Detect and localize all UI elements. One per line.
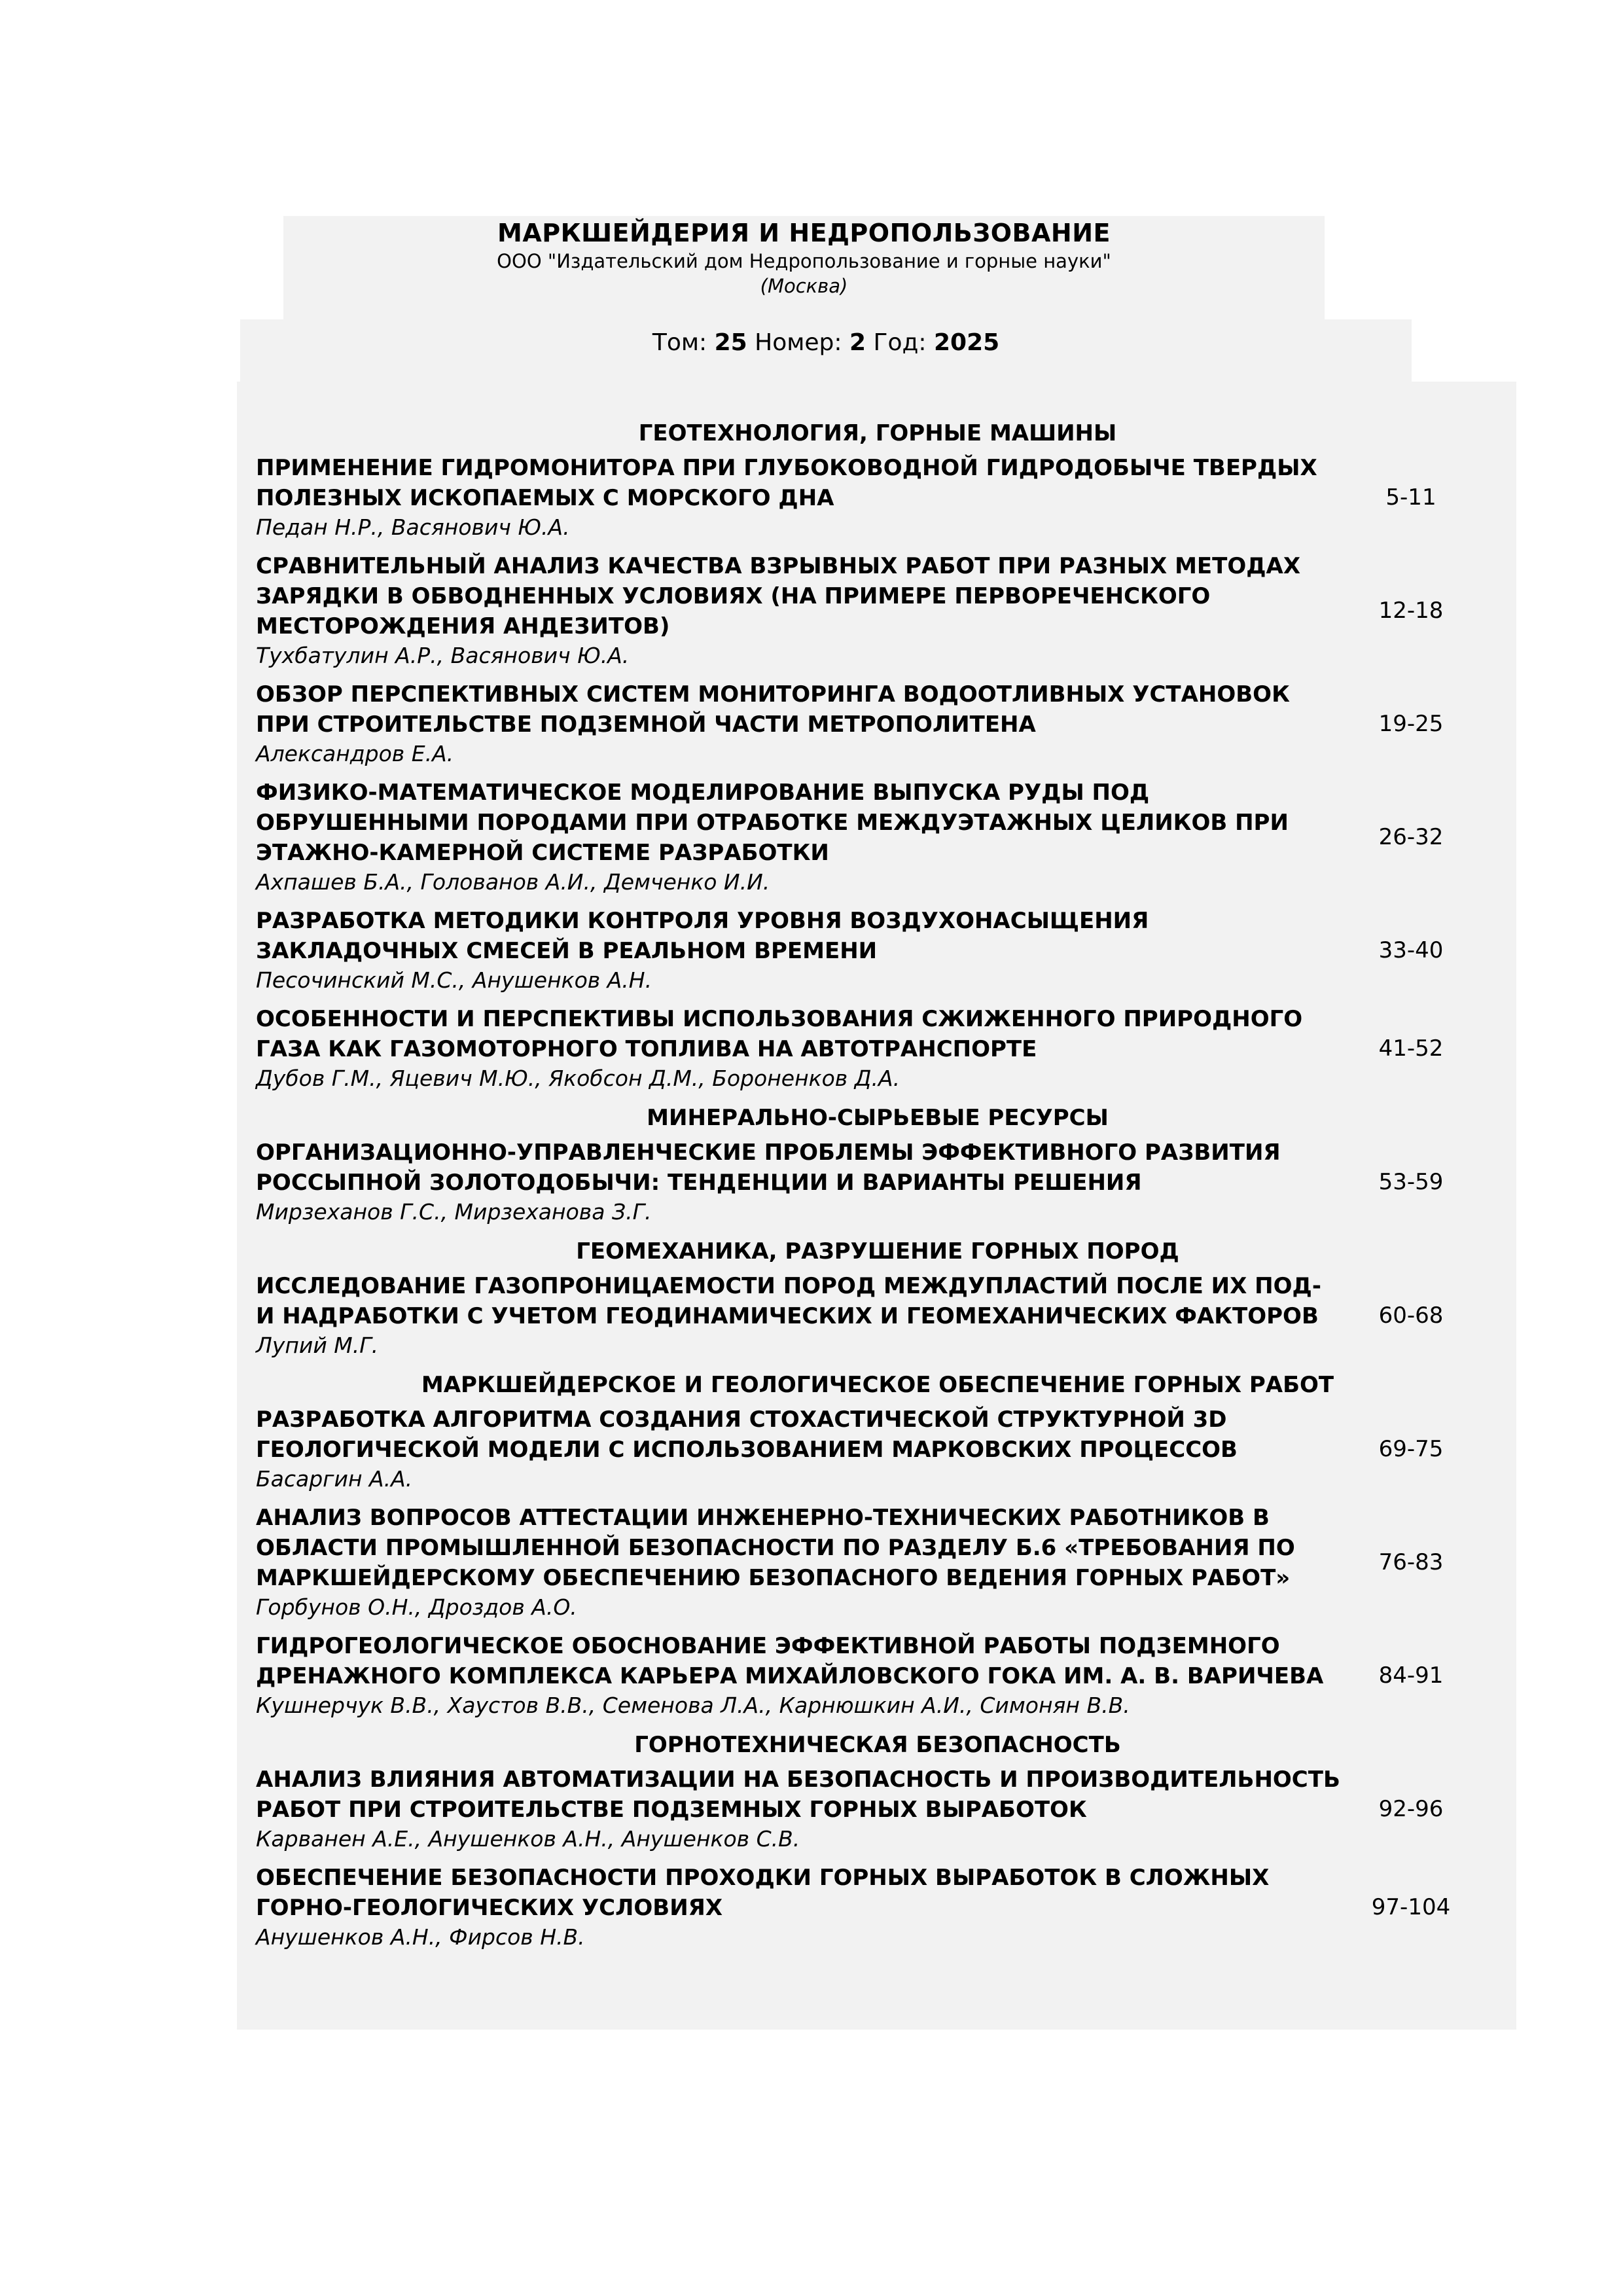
article-title[interactable]: ОБЕСПЕЧЕНИЕ БЕЗОПАСНОСТИ ПРОХОДКИ ГОРНЫХ ВЫРАБОТОК В СЛОЖНЫХ ГОРНО-ГЕОЛОГИЧЕСКИХ УСЛОВИЯХ <box>256 1865 1270 1921</box>
article-title[interactable]: ОБЗОР ПЕРСПЕКТИВНЫХ СИСТЕМ МОНИТОРИНГА ВОДООТЛИВНЫХ УСТАНОВОК ПРИ СТРОИТЕЛЬСТВЕ ПОДЗЕМНОЙ ЧАСТИ МЕТРОПОЛИТЕНА <box>256 681 1290 738</box>
article-title[interactable]: РАЗРАБОТКА МЕТОДИКИ КОНТРОЛЯ УРОВНЯ ВОЗДУХОНАСЫЩЕНИЯ ЗАКЛАДОЧНЫХ СМЕСЕЙ В РЕАЛЬНОМ ВРЕМЕНИ <box>256 908 1149 964</box>
article-pages: 5-11 <box>1385 484 1436 511</box>
publisher-city: (Москва) <box>760 275 848 297</box>
article-authors: Ахпашев Б.А., Голованов А.И., Демченко И.И. <box>256 869 770 895</box>
article-pages: 53-59 <box>1378 1169 1444 1195</box>
article-title[interactable]: ПРИМЕНЕНИЕ ГИДРОМОНИТОРА ПРИ ГЛУБОКОВОДНОЙ ГИДРОДОБЫЧЕ ТВЕРДЫХ ПОЛЕЗНЫХ ИСКОПАЕМЫХ С МОРСКОГО ДНА <box>256 455 1317 511</box>
article-authors: Анушенков А.Н., Фирсов Н.В. <box>256 1924 585 1950</box>
toc-entry[interactable] <box>256 906 1499 995</box>
article-authors: Карванен А.Е., Анушенков А.Н., Анушенков С.В. <box>256 1826 800 1852</box>
publisher: ООО "Издательский дом Недропользование и горные науки" <box>497 250 1111 272</box>
issue-info <box>240 327 1412 359</box>
number-value: 2 <box>849 329 866 356</box>
toc-entry[interactable] <box>256 778 1499 897</box>
article-title[interactable]: АНАЛИЗ ВОПРОСОВ АТТЕСТАЦИИ ИНЖЕНЕРНО-ТЕХНИЧЕСКИХ РАБОТНИКОВ В ОБЛАСТИ ПРОМЫШЛЕННОЙ БЕЗОПАСНОСТИ ПО РАЗДЕЛУ Б.6 «ТРЕБОВАНИЯ ПО МАРКШЕЙДЕРСКОМУ ОБЕСПЕЧЕНИЮ БЕЗОПАСНОГО ВЕДЕНИЯ ГОРНЫХ РАБОТ» <box>256 1505 1295 1591</box>
toc-entry[interactable] <box>256 1631 1499 1720</box>
article-pages: 76-83 <box>1378 1549 1444 1575</box>
toc-entry[interactable] <box>256 1503 1499 1622</box>
number-label: Номер: <box>755 329 842 356</box>
article-authors: Кушнерчук В.В., Хаустов В.В., Семенова Л.А., Карнюшкин А.И., Симонян В.В. <box>256 1693 1130 1718</box>
section-heading: МИНЕРАЛЬНО-СЫРЬЕВЫЕ РЕСУРСЫ <box>647 1105 1109 1131</box>
article-pages: 19-25 <box>1378 711 1444 737</box>
section-heading: МАРКШЕЙДЕРСКОЕ И ГЕОЛОГИЧЕСКОЕ ОБЕСПЕЧЕНИЕ ГОРНЫХ РАБОТ <box>421 1372 1334 1398</box>
article-pages: 60-68 <box>1378 1302 1444 1329</box>
article-authors: Басаргин А.А. <box>256 1466 413 1492</box>
toc-entry[interactable] <box>256 1271 1499 1360</box>
article-title[interactable]: СРАВНИТЕЛЬНЫЙ АНАЛИЗ КАЧЕСТВА ВЗРЫВНЫХ РАБОТ ПРИ РАЗНЫХ МЕТОДАХ ЗАРЯДКИ В ОБВОДНЕННЫХ УСЛОВИЯХ (НА ПРИМЕРЕ ПЕРВОРЕЧЕНСКОГО МЕСТОРОЖДЕНИЯ АНДЕЗИТОВ) <box>256 553 1301 639</box>
article-pages: 69-75 <box>1378 1436 1444 1462</box>
article-pages: 26-32 <box>1378 824 1444 850</box>
article-authors: Песочинский М.С., Анушенков А.Н. <box>256 967 652 993</box>
article-authors: Горбунов О.Н., Дроздов А.О. <box>256 1594 577 1620</box>
article-authors: Дубов Г.М., Яцевич М.Ю., Якобсон Д.М., Бороненков Д.А. <box>256 1066 901 1091</box>
toc-entry[interactable] <box>256 1405 1499 1494</box>
article-authors: Мирзеханов Г.С., Мирзеханова З.Г. <box>256 1199 652 1225</box>
article-pages: 84-91 <box>1378 1662 1444 1689</box>
toc-entry[interactable] <box>256 551 1499 670</box>
toc-entry[interactable] <box>256 1765 1499 1854</box>
toc-entry[interactable] <box>256 1138 1499 1227</box>
article-pages: 12-18 <box>1378 598 1444 624</box>
toc-entry[interactable] <box>256 1004 1499 1093</box>
toc-entry[interactable] <box>256 453 1499 542</box>
article-title[interactable]: РАЗРАБОТКА АЛГОРИТМА СОЗДАНИЯ СТОХАСТИЧЕСКОЙ СТРУКТУРНОЙ 3D ГЕОЛОГИЧЕСКОЙ МОДЕЛИ С ИСПОЛЬЗОВАНИЕМ МАРКОВСКИХ ПРОЦЕССОВ <box>256 1407 1238 1463</box>
section-heading: ГЕОМЕХАНИКА, РАЗРУШЕНИЕ ГОРНЫХ ПОРОД <box>576 1238 1179 1265</box>
volume-label: Том: <box>652 329 707 356</box>
article-title[interactable]: ИССЛЕДОВАНИЕ ГАЗОПРОНИЦАЕМОСТИ ПОРОД МЕЖДУПЛАСТИЙ ПОСЛЕ ИХ ПОД- И НАДРАБОТКИ С УЧЕТОМ ГЕОДИНАМИЧЕСКИХ И ГЕОМЕХАНИЧЕСКИХ ФАКТОРОВ <box>256 1273 1321 1329</box>
journal-title: МАРКШЕЙДЕРИЯ И НЕДРОПОЛЬЗОВАНИЕ <box>497 219 1111 247</box>
article-title[interactable]: ФИЗИКО-МАТЕМАТИЧЕСКОЕ МОДЕЛИРОВАНИЕ ВЫПУСКА РУДЫ ПОД ОБРУШЕННЫМИ ПОРОДАМИ ПРИ ОТРАБОТКЕ МЕЖДУЭТАЖНЫХ ЦЕЛИКОВ ПРИ ЭТАЖНО-КАМЕРНОЙ СИСТЕМЕ РАЗРАБОТКИ <box>256 780 1289 866</box>
article-title[interactable]: ОСОБЕННОСТИ И ПЕРСПЕКТИВЫ ИСПОЛЬЗОВАНИЯ СЖИЖЕННОГО ПРИРОДНОГО ГАЗА КАК ГАЗОМОТОРНОГО ТОПЛИВА НА АВТОТРАНСПОРТЕ <box>256 1006 1303 1062</box>
year-value: 2025 <box>933 329 1000 356</box>
section-heading: ГЕОТЕХНОЛОГИЯ, ГОРНЫЕ МАШИНЫ <box>638 420 1117 446</box>
table-of-contents <box>256 418 1499 1961</box>
year-label: Год: <box>873 329 927 356</box>
article-pages: 41-52 <box>1378 1035 1444 1062</box>
article-authors: Тухбатулин А.Р., Васянович Ю.А. <box>256 643 630 668</box>
toc-entry[interactable] <box>256 679 1499 768</box>
article-pages: 92-96 <box>1378 1796 1444 1822</box>
article-title[interactable]: АНАЛИЗ ВЛИЯНИЯ АВТОМАТИЗАЦИИ НА БЕЗОПАСНОСТЬ И ПРОИЗВОДИТЕЛЬНОСТЬ РАБОТ ПРИ СТРОИТЕЛЬСТВЕ ПОДЗЕМНЫХ ГОРНЫХ ВЫРАБОТОК <box>256 1767 1340 1823</box>
article-pages: 97-104 <box>1371 1894 1451 1920</box>
article-authors: Александров Е.А. <box>256 741 454 766</box>
article-authors: Педан Н.Р., Васянович Ю.А. <box>256 514 570 540</box>
volume-value: 25 <box>714 329 747 356</box>
toc-entry[interactable] <box>256 1863 1499 1952</box>
article-title[interactable]: ОРГАНИЗАЦИОННО-УПРАВЛЕНЧЕСКИЕ ПРОБЛЕМЫ ЭФФЕКТИВНОГО РАЗВИТИЯ РОССЫПНОЙ ЗОЛОТОДОБЫЧИ: ТЕНДЕНЦИИ И ВАРИАНТЫ РЕШЕНИЯ <box>256 1139 1281 1196</box>
article-title[interactable]: ГИДРОГЕОЛОГИЧЕСКОЕ ОБОСНОВАНИЕ ЭФФЕКТИВНОЙ РАБОТЫ ПОДЗЕМНОГО ДРЕНАЖНОГО КОМПЛЕКСА КАРЬЕРА МИХАЙЛОВСКОГО ГОКА ИМ. А. В. ВАРИЧЕВА <box>256 1633 1324 1689</box>
section-heading: ГОРНОТЕХНИЧЕСКАЯ БЕЗОПАСНОСТЬ <box>634 1732 1121 1758</box>
article-authors: Лупий М.Г. <box>256 1333 379 1358</box>
article-pages: 33-40 <box>1378 937 1444 963</box>
